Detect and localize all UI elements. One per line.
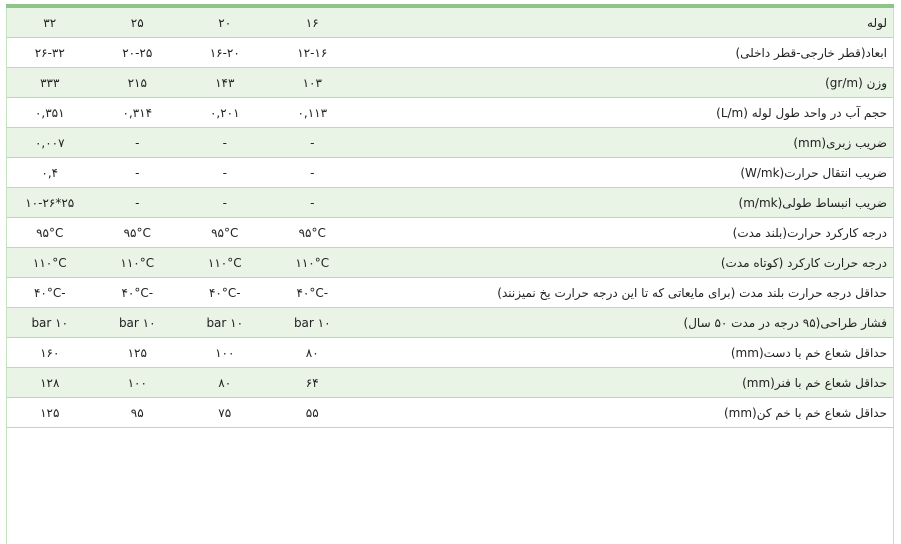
header-label: لوله — [356, 8, 894, 38]
header-size-32: ۳۲ — [6, 8, 94, 38]
row-label: حجم آب در واحد طول لوله (L/m) — [356, 98, 894, 128]
row-value: -۴۰°C — [94, 278, 182, 308]
row-value: - — [269, 128, 357, 158]
row-value: ۰,۱۱۳ — [269, 98, 357, 128]
row-value: ۰,۳۱۴ — [94, 98, 182, 128]
table-row — [6, 398, 894, 428]
row-value: ۱۰ bar — [94, 308, 182, 338]
row-value: ۱۰ bar — [269, 308, 357, 338]
pipe-spec-table-container — [6, 4, 894, 544]
row-value: ۱۲-۱۶ — [269, 38, 357, 68]
row-value: - — [94, 128, 182, 158]
table-row — [6, 158, 894, 188]
header-size-25: ۲۵ — [94, 8, 182, 38]
row-value: - — [269, 158, 357, 188]
row-value: ۱۲۵ — [94, 338, 182, 368]
row-label: حداقل شعاع خم با فنر(mm) — [356, 368, 894, 398]
table-row — [6, 218, 894, 248]
row-value: ۱۶-۲۰ — [181, 38, 269, 68]
row-value: ۳۳۳ — [6, 68, 94, 98]
row-value: ۱۰۰ — [181, 338, 269, 368]
table-row — [6, 248, 894, 278]
table-row — [6, 188, 894, 218]
row-value: - — [181, 158, 269, 188]
row-label: حداقل شعاع خم با دست(mm) — [356, 338, 894, 368]
row-label: درجه کارکرد حرارت(بلند مدت) — [356, 218, 894, 248]
row-value: - — [94, 158, 182, 188]
row-value: ۱۱۰°C — [6, 248, 94, 278]
row-value: ۱۲۵ — [6, 398, 94, 428]
row-label: فشار طراحی(۹۵ درجه در مدت ۵۰ سال) — [356, 308, 894, 338]
row-value: ۵۵ — [269, 398, 357, 428]
row-value: ۶۴ — [269, 368, 357, 398]
row-value: ۰,۴ — [6, 158, 94, 188]
row-value: ۹۵°C — [6, 218, 94, 248]
row-label: ضریب زبری(mm) — [356, 128, 894, 158]
row-value: -۴۰°C — [269, 278, 357, 308]
row-value: ۸۰ — [181, 368, 269, 398]
row-value: ۰,۲۰۱ — [181, 98, 269, 128]
row-value: - — [181, 128, 269, 158]
header-size-16: ۱۶ — [269, 8, 357, 38]
table-row — [6, 308, 894, 338]
row-label: درجه حرارت کارکرد (کوتاه مدت) — [356, 248, 894, 278]
row-value: - — [94, 188, 182, 218]
row-label: ضریب انتقال حرارت(W/mk) — [356, 158, 894, 188]
row-value: ۹۵°C — [269, 218, 357, 248]
table-row — [6, 98, 894, 128]
row-value: ۲۰-۲۵ — [94, 38, 182, 68]
row-value: - — [181, 188, 269, 218]
row-value: -۴۰°C — [6, 278, 94, 308]
table-row — [6, 38, 894, 68]
row-value: ۱۰ bar — [181, 308, 269, 338]
row-value: ۱۰ bar — [6, 308, 94, 338]
table-row — [6, 278, 894, 308]
row-value: ۸۰ — [269, 338, 357, 368]
table-row — [6, 128, 894, 158]
row-value: ۲۵*۱۰-۲۶ — [6, 188, 94, 218]
row-value: ۱۰۳ — [269, 68, 357, 98]
row-label: حداقل شعاع خم با خم کن(mm) — [356, 398, 894, 428]
row-value: ۱۱۰°C — [269, 248, 357, 278]
row-value: ۰,۰۰۷ — [6, 128, 94, 158]
row-value: - — [269, 188, 357, 218]
row-value: ۷۵ — [181, 398, 269, 428]
row-value: ۹۵ — [94, 398, 182, 428]
row-value: ۱۴۳ — [181, 68, 269, 98]
left-border — [6, 8, 7, 544]
row-label: ابعاد(قطر خارجی-قطر داخلی) — [356, 38, 894, 68]
row-value: ۲۱۵ — [94, 68, 182, 98]
row-label: ضریب انبساط طولی(m/mk) — [356, 188, 894, 218]
row-value: ۹۵°C — [94, 218, 182, 248]
row-value: ۲۶-۳۲ — [6, 38, 94, 68]
row-label: وزن (gr/m) — [356, 68, 894, 98]
table-row — [6, 368, 894, 398]
table-row — [6, 68, 894, 98]
header-size-20: ۲۰ — [181, 8, 269, 38]
table-header-row — [6, 8, 894, 38]
table-row — [6, 338, 894, 368]
row-value: ۰,۳۵۱ — [6, 98, 94, 128]
row-value: ۱۱۰°C — [94, 248, 182, 278]
row-value: ۱۲۸ — [6, 368, 94, 398]
right-border — [893, 8, 894, 544]
row-label: حداقل درجه حرارت بلند مدت (برای مایعاتی که تا این درجه حرارت یخ نمیزنند) — [356, 278, 894, 308]
pipe-spec-table — [6, 8, 894, 428]
row-value: ۱۱۰°C — [181, 248, 269, 278]
row-value: ۱۰۰ — [94, 368, 182, 398]
row-value: ۹۵°C — [181, 218, 269, 248]
row-value: ۱۶۰ — [6, 338, 94, 368]
row-value: -۴۰°C — [181, 278, 269, 308]
